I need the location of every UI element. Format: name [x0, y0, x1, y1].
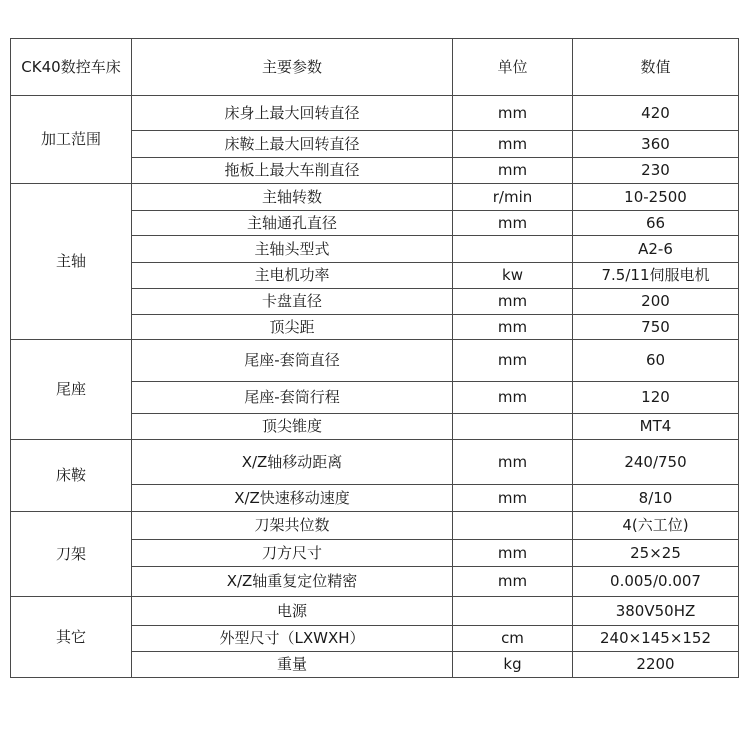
group-label: 主轴	[11, 184, 132, 340]
group-label: 尾座	[11, 340, 132, 440]
header-value: 数值	[573, 39, 739, 96]
unit-cell: mm	[453, 315, 573, 340]
spec-table	[10, 38, 739, 678]
header-model: CK40数控车床	[11, 39, 132, 96]
unit-cell: kw	[453, 263, 573, 289]
param-cell: 尾座-套筒直径	[132, 340, 453, 382]
unit-cell	[453, 597, 573, 626]
table-row	[11, 96, 739, 131]
group-label: 刀架	[11, 512, 132, 597]
value-cell: 200	[573, 289, 739, 315]
param-cell: 刀方尺寸	[132, 540, 453, 567]
header-unit: 单位	[453, 39, 573, 96]
param-cell: 床鞍上最大回转直径	[132, 131, 453, 158]
value-cell: MT4	[573, 414, 739, 440]
value-cell: 420	[573, 96, 739, 131]
value-cell: 230	[573, 158, 739, 184]
unit-cell: kg	[453, 652, 573, 678]
value-cell: 0.005/0.007	[573, 567, 739, 597]
param-cell: 外型尺寸（LXWXH）	[132, 626, 453, 652]
unit-cell: mm	[453, 211, 573, 236]
table-row	[11, 512, 739, 540]
value-cell: 8/10	[573, 485, 739, 512]
param-cell: 床身上最大回转直径	[132, 96, 453, 131]
unit-cell: mm	[453, 485, 573, 512]
param-cell: X/Z轴重复定位精密	[132, 567, 453, 597]
param-cell: 刀架共位数	[132, 512, 453, 540]
value-cell: 360	[573, 131, 739, 158]
param-cell: 主轴通孔直径	[132, 211, 453, 236]
header-param: 主要参数	[132, 39, 453, 96]
param-cell: 主轴头型式	[132, 236, 453, 263]
unit-cell: mm	[453, 540, 573, 567]
unit-cell	[453, 236, 573, 263]
group-label: 床鞍	[11, 440, 132, 512]
value-cell: 4(六工位)	[573, 512, 739, 540]
table-row	[11, 597, 739, 626]
param-cell: X/Z快速移动速度	[132, 485, 453, 512]
unit-cell: r/min	[453, 184, 573, 211]
param-cell: 电源	[132, 597, 453, 626]
param-cell: 顶尖距	[132, 315, 453, 340]
value-cell: 750	[573, 315, 739, 340]
unit-cell: cm	[453, 626, 573, 652]
param-cell: 顶尖锥度	[132, 414, 453, 440]
value-cell: 66	[573, 211, 739, 236]
unit-cell: mm	[453, 289, 573, 315]
unit-cell: mm	[453, 382, 573, 414]
param-cell: 尾座-套筒行程	[132, 382, 453, 414]
table-row	[11, 440, 739, 485]
unit-cell: mm	[453, 440, 573, 485]
param-cell: 主电机功率	[132, 263, 453, 289]
table-row	[11, 340, 739, 382]
group-label: 其它	[11, 597, 132, 678]
unit-cell: mm	[453, 131, 573, 158]
value-cell: 2200	[573, 652, 739, 678]
value-cell: 240/750	[573, 440, 739, 485]
value-cell: 7.5/11伺服电机	[573, 263, 739, 289]
value-cell: 10-2500	[573, 184, 739, 211]
value-cell: 240×145×152	[573, 626, 739, 652]
spec-table-body	[11, 39, 739, 678]
value-cell: A2-6	[573, 236, 739, 263]
value-cell: 380V50HZ	[573, 597, 739, 626]
unit-cell: mm	[453, 96, 573, 131]
param-cell: X/Z轴移动距离	[132, 440, 453, 485]
table-row	[11, 184, 739, 211]
value-cell: 25×25	[573, 540, 739, 567]
unit-cell: mm	[453, 567, 573, 597]
value-cell: 60	[573, 340, 739, 382]
unit-cell	[453, 512, 573, 540]
param-cell: 卡盘直径	[132, 289, 453, 315]
param-cell: 重量	[132, 652, 453, 678]
unit-cell: mm	[453, 340, 573, 382]
header-row	[11, 39, 739, 96]
param-cell: 主轴转数	[132, 184, 453, 211]
param-cell: 拖板上最大车削直径	[132, 158, 453, 184]
unit-cell: mm	[453, 158, 573, 184]
value-cell: 120	[573, 382, 739, 414]
group-label: 加工范围	[11, 96, 132, 184]
unit-cell	[453, 414, 573, 440]
